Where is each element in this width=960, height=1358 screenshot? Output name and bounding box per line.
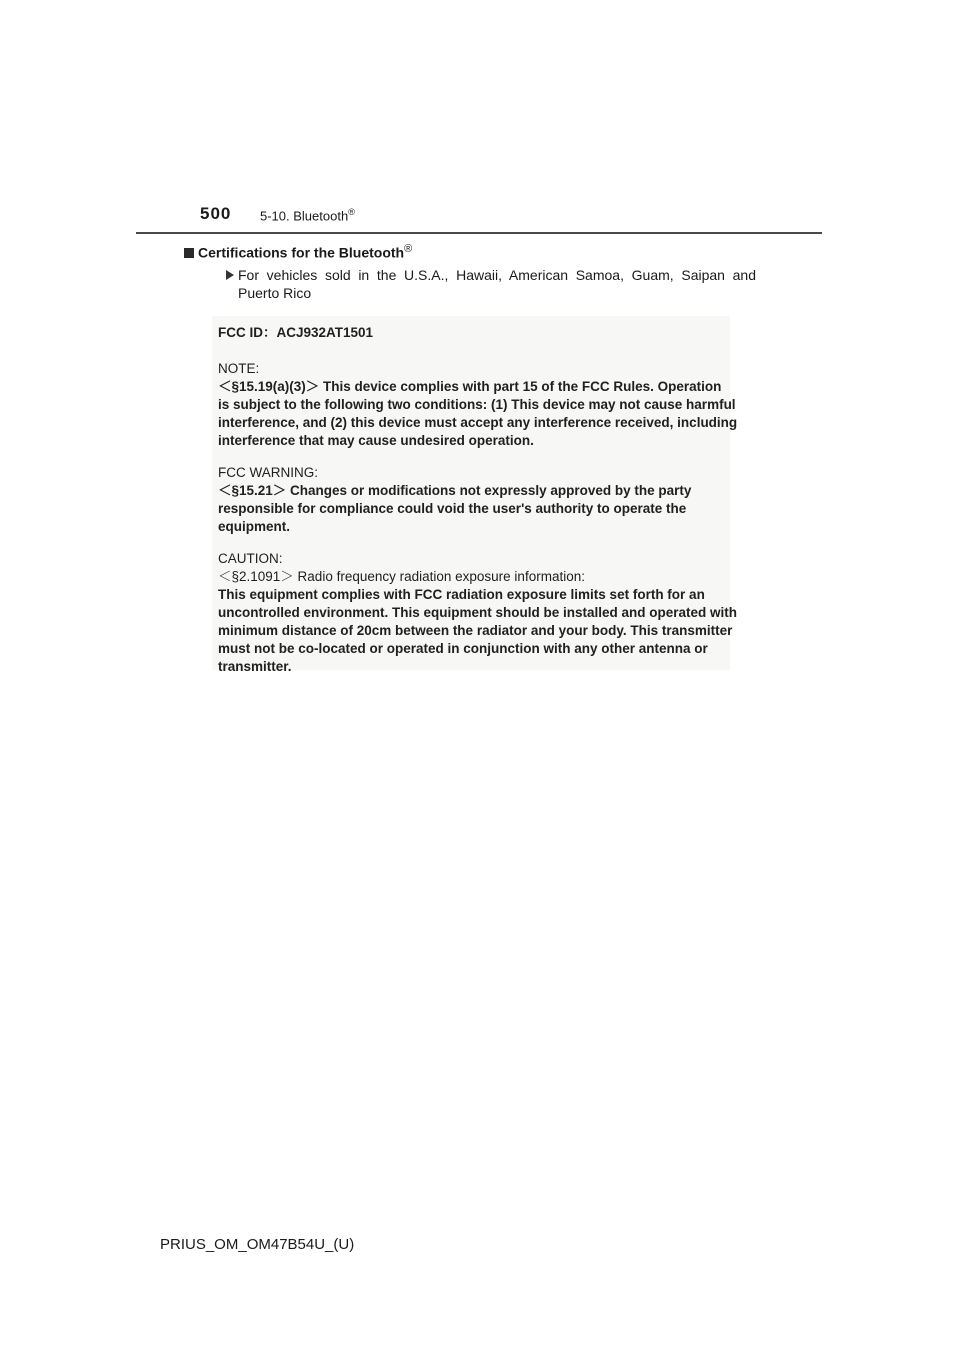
bullet-text: For vehicles sold in the U.S.A., Hawaii, American Samoa, Guam, Saipan and Puerto Rico [238, 267, 756, 301]
registered-mark: ® [348, 207, 355, 217]
note-line: interference, and (2) this device must accept any interference received, including [218, 415, 738, 430]
caution-line: ＜§2.1091＞ Radio frequency radiation exposure information: [218, 569, 585, 584]
caution-line: minimum distance of 20cm between the radiator and your body. This transmitter [218, 623, 733, 638]
subheading [184, 243, 412, 261]
document-id: PRIUS_OM_OM47B54U_(U) [160, 1236, 355, 1253]
caution-line: must not be co-located or operated in conjunction with any other antenna or [218, 641, 708, 656]
warning-title: FCC WARNING: [218, 465, 318, 480]
square-bullet-icon [184, 248, 194, 258]
page-number: 500 [200, 204, 232, 223]
note-line: is subject to the following two conditions: (1) This device may not cause harmful [218, 397, 736, 412]
subheading-registered-mark: ® [404, 243, 413, 255]
triangle-bullet-icon [226, 270, 234, 280]
section-title-text: 5-10. Bluetooth [260, 208, 349, 224]
fcc-id: FCC ID：ACJ932AT1501 [218, 325, 374, 340]
caution-title: CAUTION: [218, 551, 283, 566]
section-title [260, 207, 355, 223]
note-line: ＜§15.19(a)(3)＞ This device complies with part 15 of the FCC Rules. Operation [218, 379, 722, 394]
header-divider [136, 232, 822, 234]
page-header [200, 204, 820, 234]
note-title: NOTE: [218, 361, 260, 376]
fcc-label-image [212, 316, 738, 674]
bullet-item [226, 266, 756, 302]
caution-line: uncontrolled environment. This equipment should be installed and operated with [218, 605, 738, 620]
warning-line: responsible for compliance could void the user's authority to operate the [218, 501, 687, 516]
caution-line: This equipment complies with FCC radiation exposure limits set forth for an [218, 587, 705, 602]
subheading-text: Certifications for the Bluetooth [198, 244, 405, 261]
note-line: interference that may cause undesired operation. [218, 433, 534, 448]
caution-line: transmitter. [218, 659, 292, 674]
warning-line: ＜§15.21＞ Changes or modifications not expressly approved by the party [218, 483, 692, 498]
warning-line: equipment. [218, 519, 291, 534]
